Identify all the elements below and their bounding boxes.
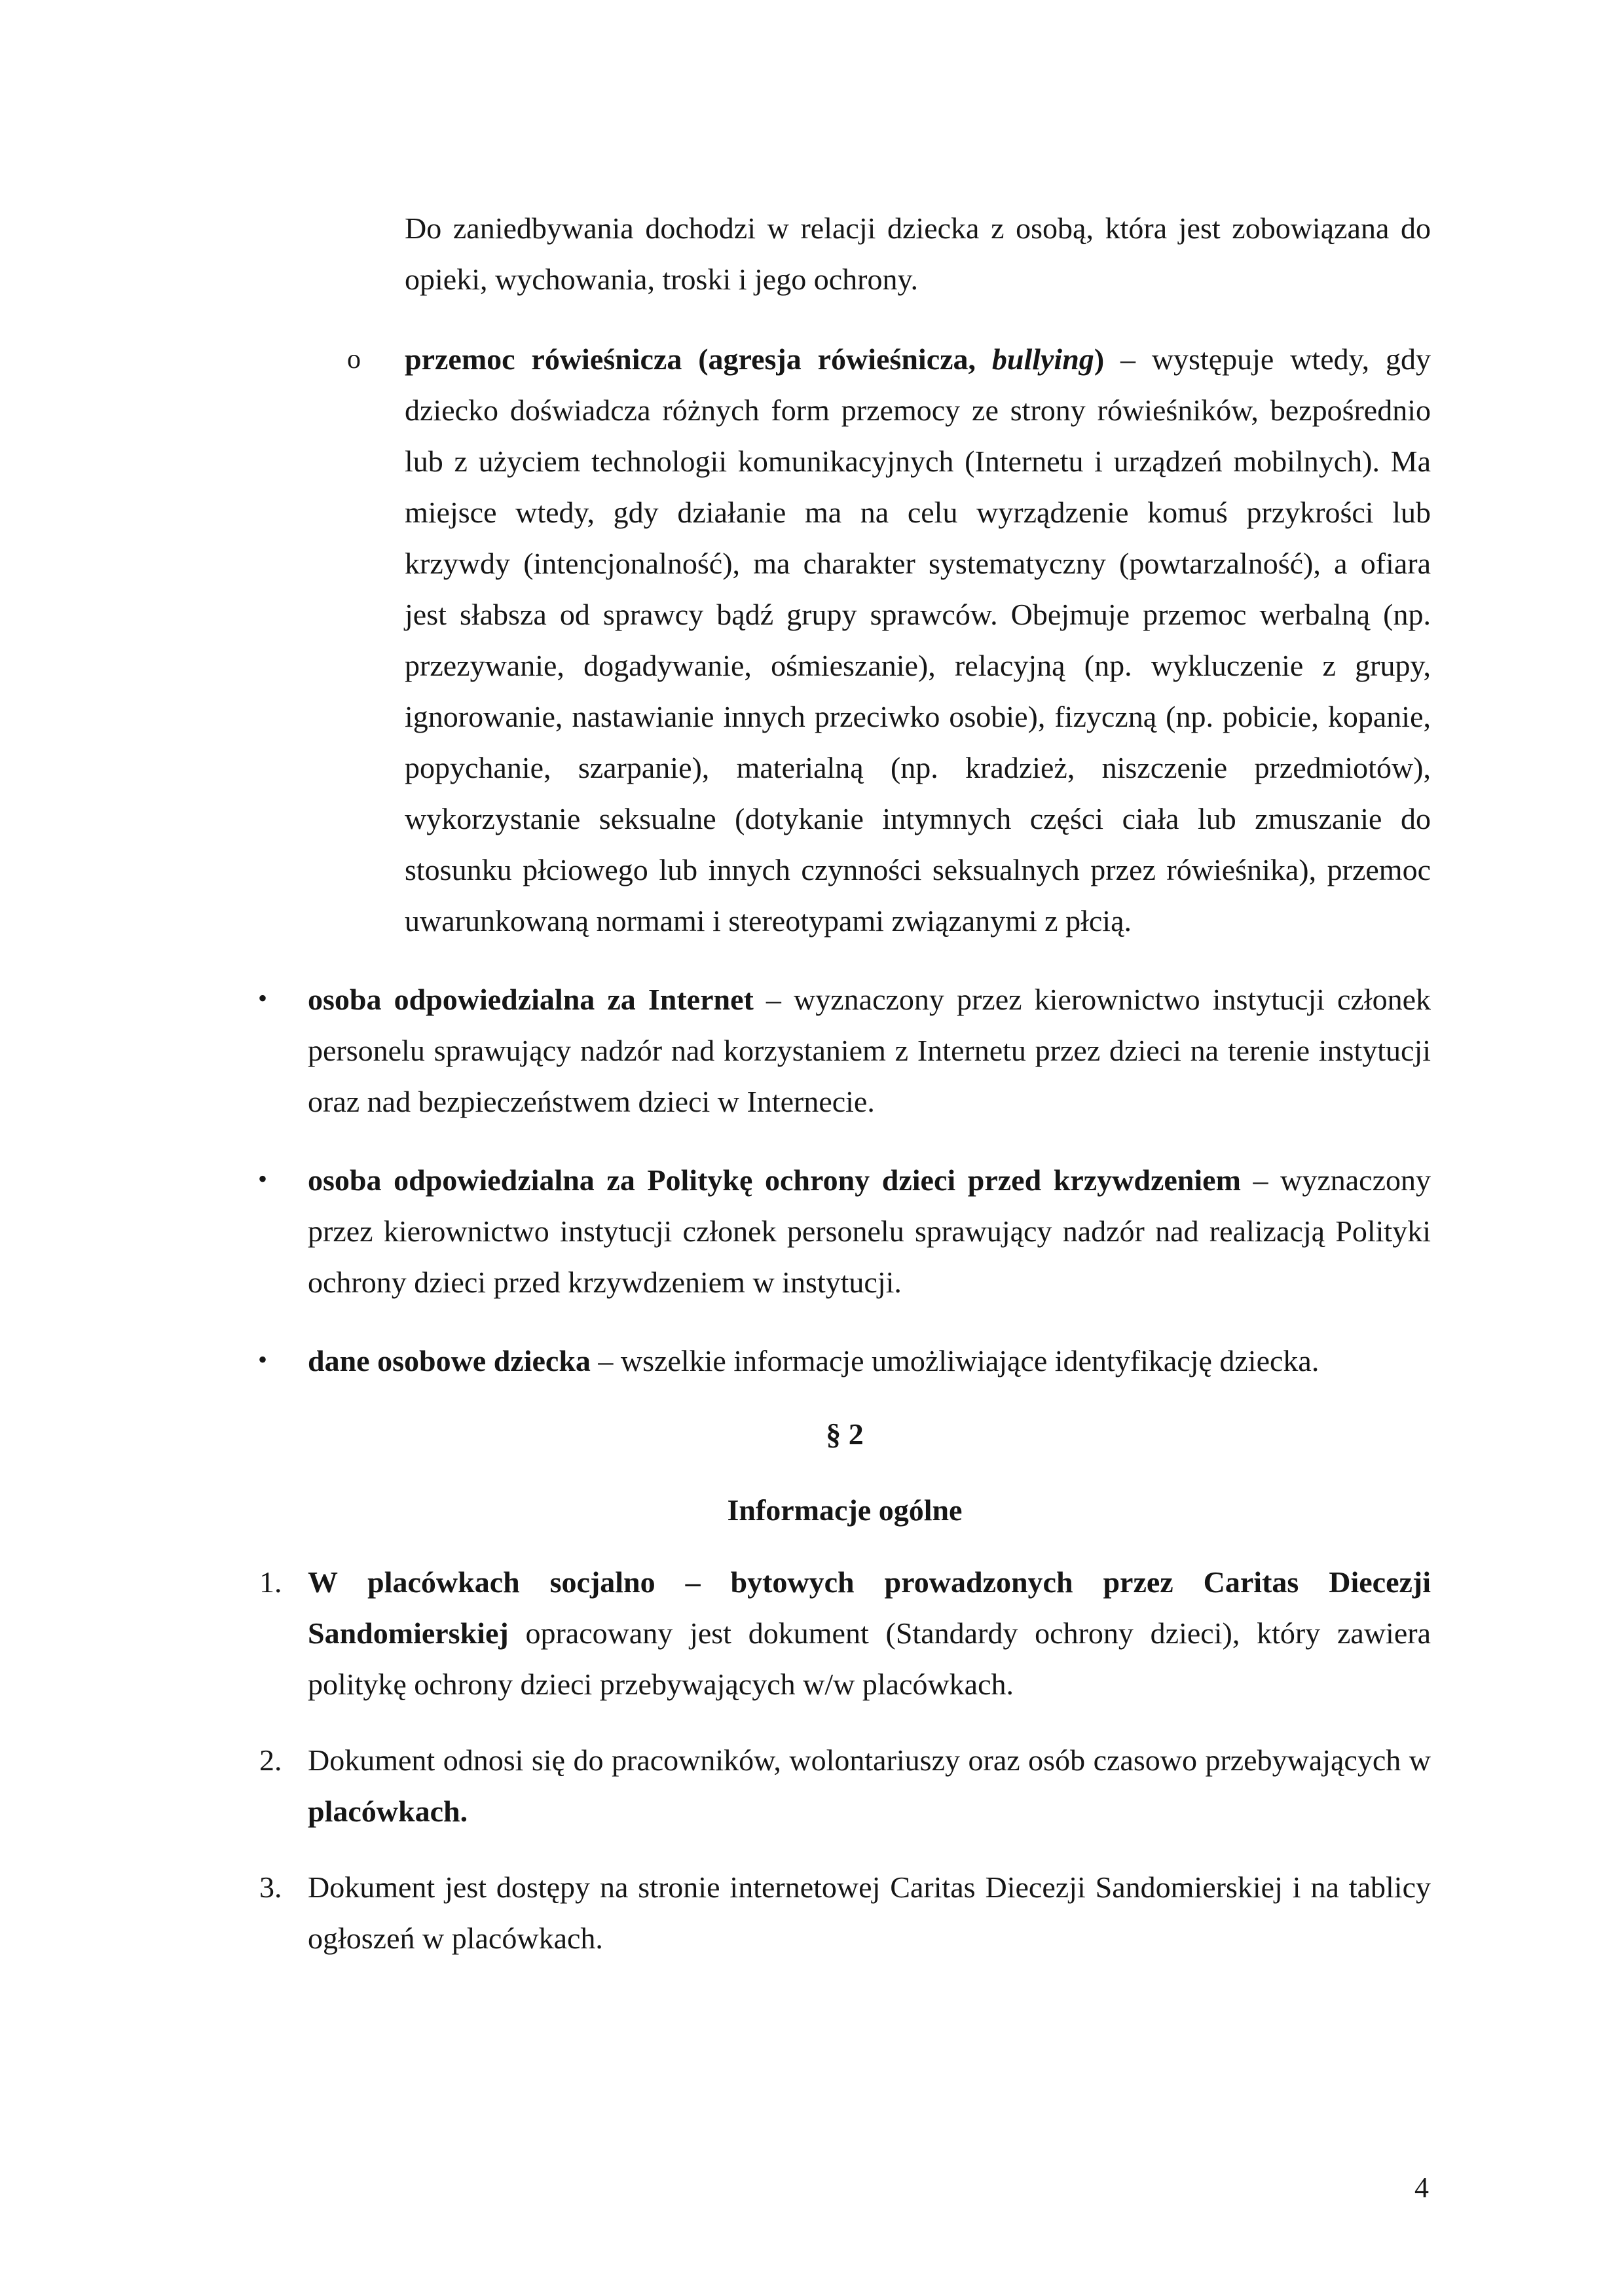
numbered-item-1 xyxy=(259,1557,1431,1710)
item-number: 3. xyxy=(259,1870,282,1904)
section-mark xyxy=(259,1409,1431,1460)
policy-officer-term: osoba odpowiedzialna za Politykę ochrony dzieci przed krzywdzeniem xyxy=(308,1163,1241,1197)
document-body xyxy=(0,203,1624,1964)
item-2-bold-text: placówkach. xyxy=(308,1795,468,1828)
peer-violence-definition: – występuje wtedy, gdy dziecko doświadcza różnych form przemocy ze strony rówieśników, bezpośrednio lub z użyciem technologii komunikacyjnych (Internetu i urządzeń mobilnych). Ma miejsce wtedy, gdy działanie ma na celu wyrządzenie komuś przykrości lub krzywdy (intencjonalność), ma charakter systematyczny (powtarzalność), a ofiara jest słabsza od sprawcy bądź grupy sprawców. Obejmuje przemoc werbalną (np. przezywanie, dogadywanie, ośmieszanie), relacyjną (np. wykluczenie z grupy, ignorowanie, nastawianie innych przeciwko osobie), fizyczną (np. pobicie, kopanie, popychanie, szarpanie), materialną (np. kradzież, niszczenie przedmiotów), wykorzystanie seksualne (dotykanie intymnych części ciała lub zmuszanie do stosunku płciowego lub innych czynności seksualnych przez rówieśnika), przemoc uwarunkowaną normami i stereotypami związanymi z płcią. xyxy=(405,342,1431,938)
personal-data-definition: – wszelkie informacje umożliwiające identyfikację dziecka. xyxy=(590,1344,1320,1377)
internet-officer-term: osoba odpowiedzialna za Internet xyxy=(308,983,754,1016)
personal-data-term: dane osobowe dziecka xyxy=(308,1344,591,1377)
section-mark-text: § 2 xyxy=(826,1417,864,1451)
bullet-internet-officer xyxy=(258,974,1431,1127)
bullet-policy-officer xyxy=(258,1155,1431,1308)
sub-bullet-peer-violence xyxy=(347,334,1431,947)
peer-violence-term-bullying: bullying xyxy=(991,342,1094,376)
bullet-personal-data xyxy=(258,1336,1431,1387)
item-2-text: Dokument odnosi się do pracowników, wolontariuszy oraz osób czasowo przebywających w xyxy=(308,1743,1431,1777)
item-number: 1. xyxy=(259,1565,282,1599)
paragraph-neglect-text: Do zaniedbywania dochodzi w relacji dziecka z osobą, która jest zobowiązana do opieki, wychowania, troski i jego ochrony. xyxy=(405,211,1431,296)
item-1-text: opracowany jest dokument (Standardy ochrony dzieci), który zawiera politykę ochrony dzieci przebywających w/w placówkach. xyxy=(308,1616,1431,1701)
disc-bullet-marker: • xyxy=(258,1345,268,1374)
numbered-item-2 xyxy=(259,1735,1431,1837)
disc-bullet-marker: • xyxy=(258,983,268,1013)
disc-bullet-marker: • xyxy=(258,1164,268,1194)
peer-violence-term-close: ) xyxy=(1094,342,1120,376)
item-3-text: Dokument jest dostępy na stronie internetowej Caritas Diecezji Sandomierskiej i na tablicy ogłoszeń w placówkach. xyxy=(308,1870,1431,1955)
section-title xyxy=(259,1485,1431,1536)
internet-officer-definition: – wyznaczony przez kierownictwo instytucji członek personelu sprawujący nadzór nad korzystaniem z Internetu przez dzieci na terenie instytucji oraz nad bezpieczeństwem dzieci w Internecie. xyxy=(308,983,1431,1118)
item-number: 2. xyxy=(259,1743,282,1777)
item-1-bold-text: W placówkach socjalno – bytowych prowadzonych przez Caritas Diecezji Sandomierskiej xyxy=(308,1565,1431,1650)
numbered-item-3 xyxy=(259,1862,1431,1964)
paragraph-neglect xyxy=(405,203,1431,305)
circle-bullet-marker: o xyxy=(347,344,361,374)
peer-violence-term: przemoc rówieśnicza (agresja rówieśnicza, xyxy=(405,342,992,376)
section-title-text: Informacje ogólne xyxy=(727,1493,963,1527)
page-number: 4 xyxy=(1414,2172,1429,2204)
policy-officer-definition: – wyznaczony przez kierownictwo instytucji członek personelu sprawujący nadzór nad realizacją Polityki ochrony dzieci przed krzywdzeniem w instytucji. xyxy=(308,1163,1431,1299)
